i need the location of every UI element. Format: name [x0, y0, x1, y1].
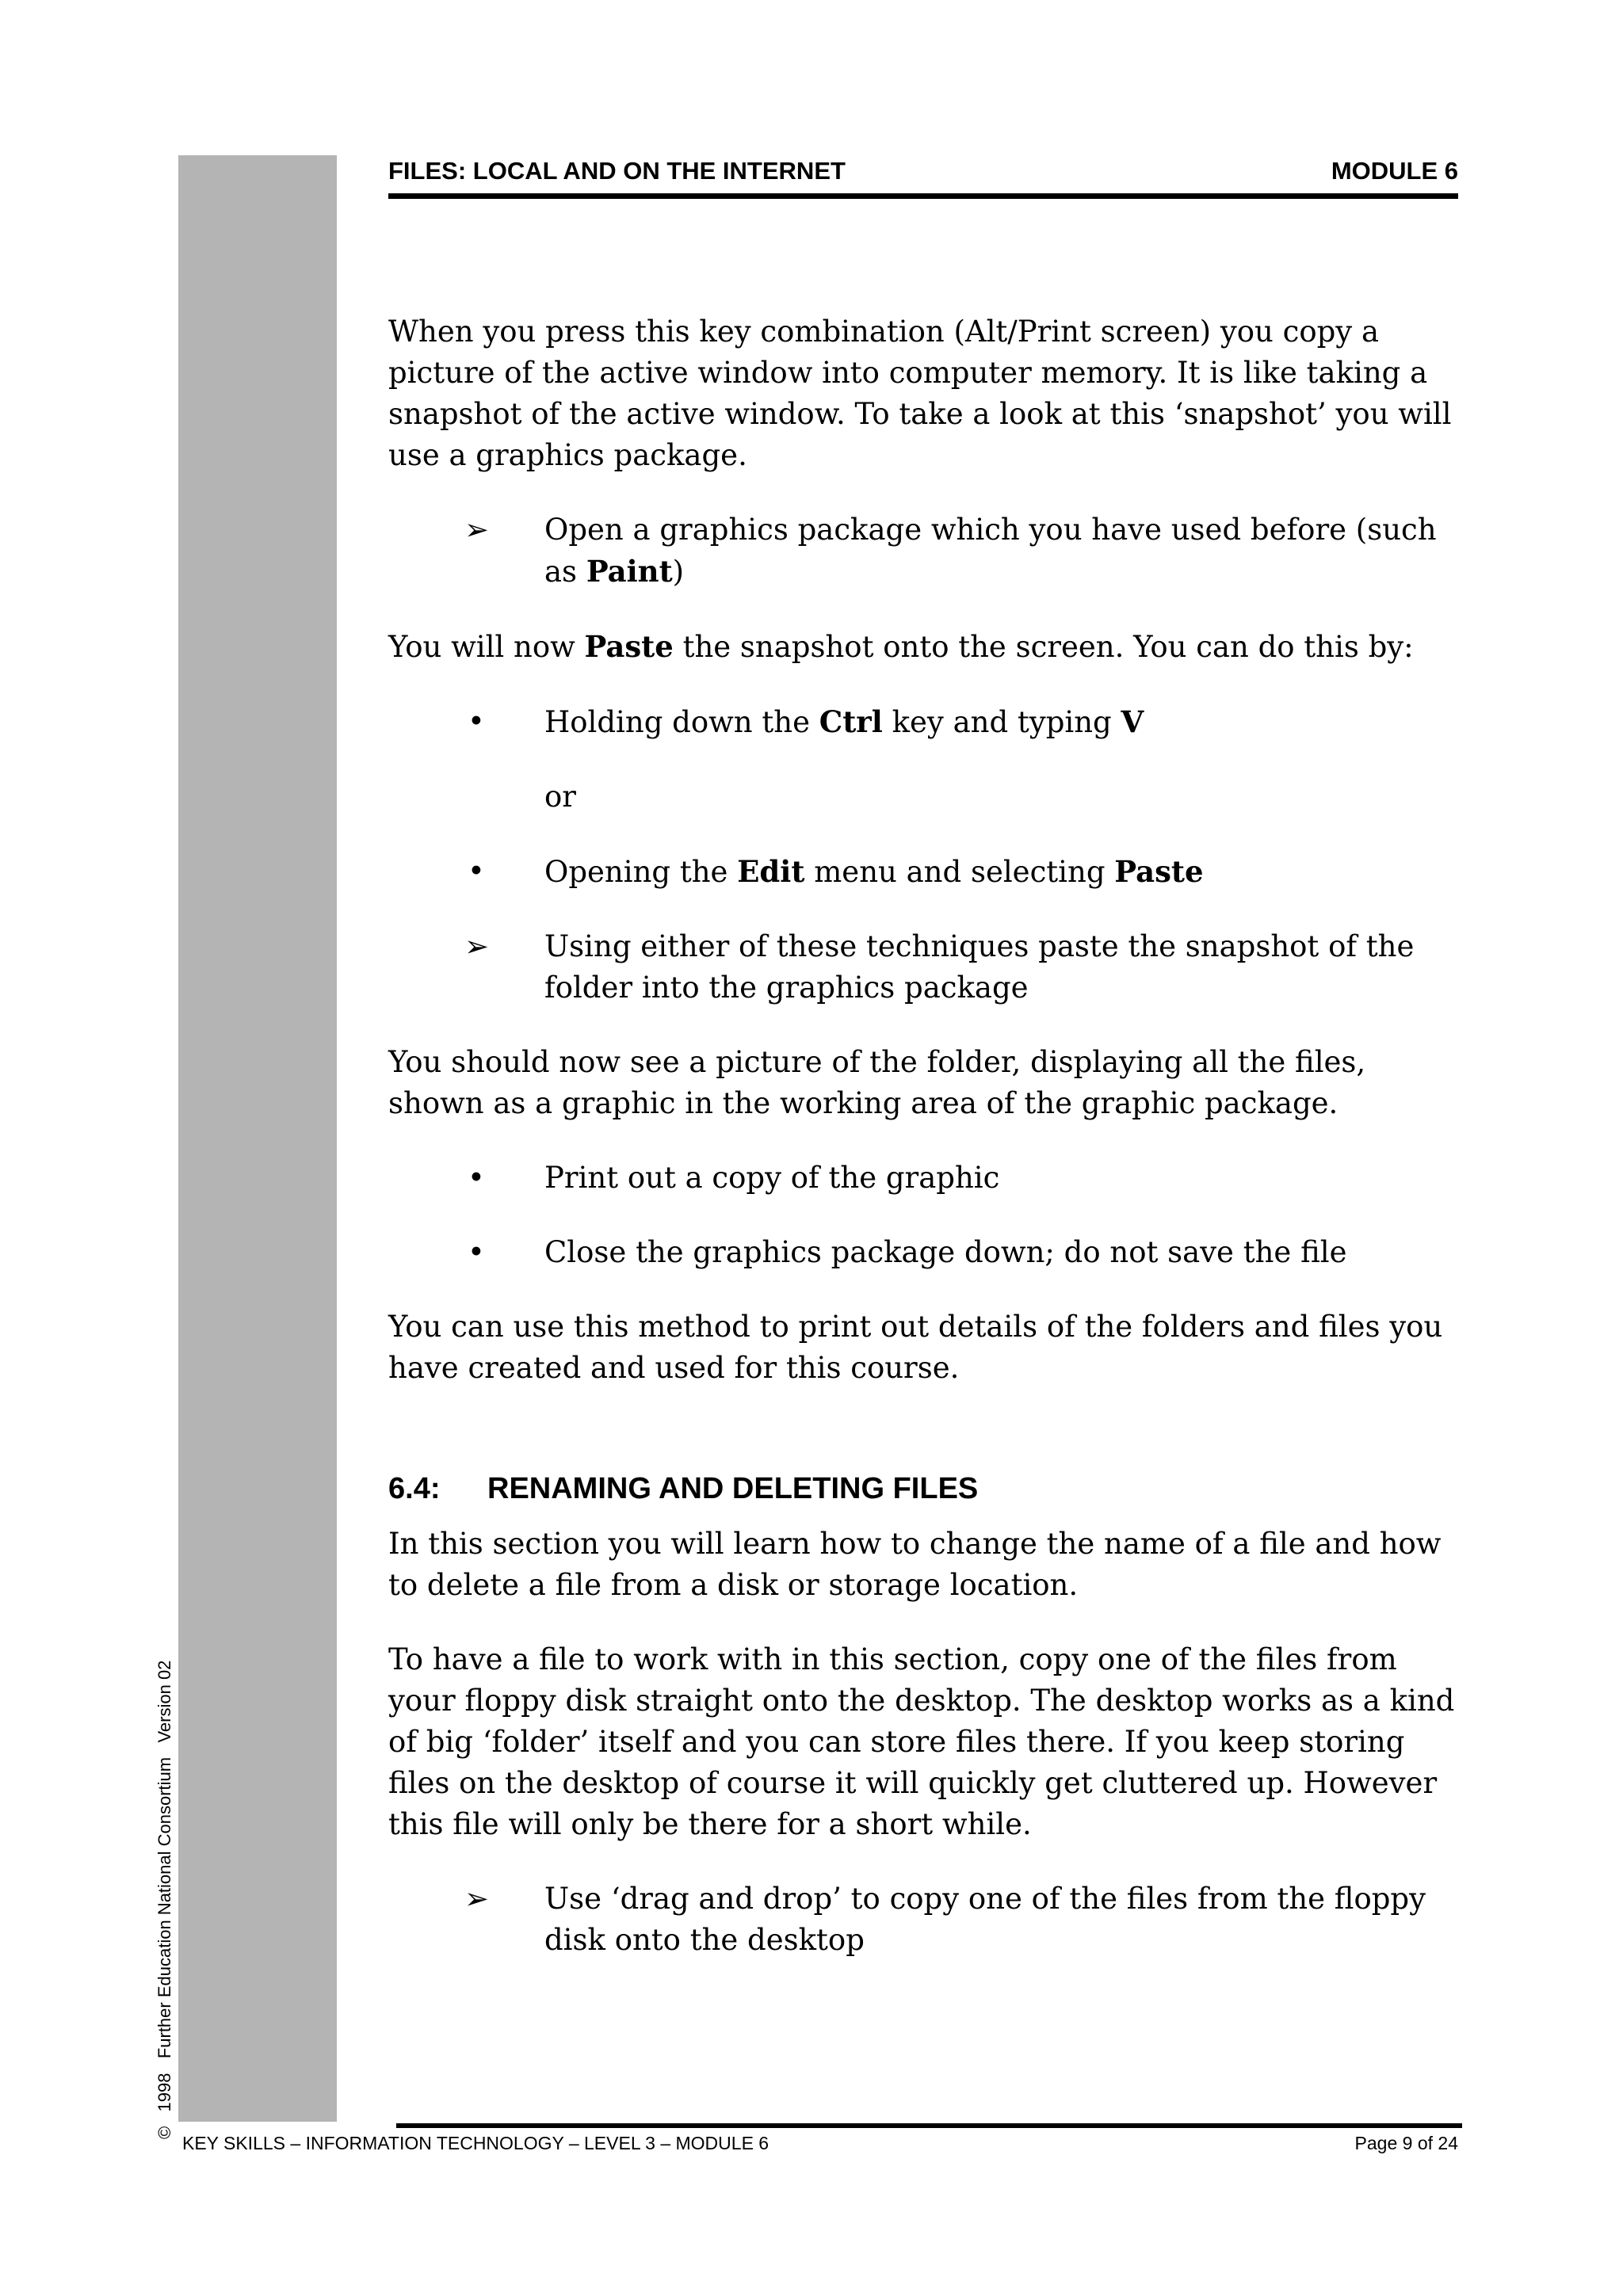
bold-term: Paint [586, 554, 673, 589]
bold-term: Ctrl [819, 704, 883, 739]
bullet-item: • Close the graphics package down; do not save the file [388, 1232, 1458, 1273]
bold-term: Paste [1114, 854, 1204, 889]
bullet-item: • Print out a copy of the graphic [388, 1158, 1458, 1199]
header-module: MODULE 6 [1331, 157, 1458, 185]
paragraph: You will now Paste the snapshot onto the screen. You can do this by: [388, 629, 1414, 664]
section-title: RENAMING AND DELETING FILES [487, 1472, 979, 1505]
paragraph: In this section you will learn how to change the name of a file and how to delete a file from a disk or storage location. [388, 1527, 1442, 1602]
arrow-bullet-icon: ➢ [464, 1882, 490, 1916]
bullet-icon: • [468, 854, 485, 888]
footer-course: KEY SKILLS – INFORMATION TECHNOLOGY – LEVEL 3 – MODULE 6 [182, 2133, 769, 2153]
bullet-icon: • [468, 1235, 485, 1269]
header-rule [388, 193, 1458, 199]
step-item: ➢ Using either of these techniques paste the snapshot of the folder into the graphics package [388, 926, 1458, 1009]
bullet-item: • Holding down the Ctrl key and typing V [388, 701, 1458, 743]
page-footer [182, 2133, 1458, 2154]
step-item: ➢ Use ‘drag and drop’ to copy one of the files from the floppy disk onto the desktop [388, 1878, 1458, 1961]
paragraph: You can use this method to print out details of the folders and files you have created and used for this course. [388, 1310, 1443, 1385]
step-item: ➢ Open a graphics package which you have used before (such as Paint) [388, 509, 1458, 593]
paragraph: To have a file to work with in this section, copy one of the files from your floppy disk straight onto the desktop. The desktop works as a kind of big ‘folder’ itself and you can store files there. If you keep storing files on the desktop of course it will quickly get cluttered up. However this file will only be there for a short while. [388, 1642, 1455, 1841]
bullet-icon: • [468, 704, 485, 738]
bullet-icon: • [468, 1161, 485, 1195]
section-heading [388, 1471, 1458, 1506]
section-number: 6.4: [388, 1472, 441, 1505]
bold-term: Paste [584, 629, 674, 664]
or-text: or [544, 780, 576, 814]
bold-term: V [1121, 704, 1144, 739]
copyright-notice: © 1998 Further Education National Consortium Version 02 [155, 1660, 174, 2139]
arrow-bullet-icon: ➢ [464, 513, 490, 547]
page-content [388, 311, 1458, 1994]
header-title: FILES: LOCAL AND ON THE INTERNET [388, 157, 846, 185]
arrow-bullet-icon: ➢ [464, 929, 490, 963]
page-header [388, 157, 1458, 185]
bold-term: Edit [737, 854, 805, 889]
sidebar-band [178, 155, 337, 2122]
footer-rule [396, 2123, 1462, 2128]
page-number: Page 9 of 24 [1354, 2133, 1458, 2153]
bullet-item: • Opening the Edit menu and selecting Paste [388, 851, 1458, 893]
paragraph: When you press this key combination (Alt/Print screen) you copy a picture of the active window into computer memory. It is like taking a snapshot of the active window. To take a look at this ‘snapshot’ you will use a graphics package. [388, 315, 1452, 472]
paragraph: You should now see a picture of the folder, displaying all the files, shown as a graphic in the working area of the graphic package. [388, 1045, 1366, 1120]
